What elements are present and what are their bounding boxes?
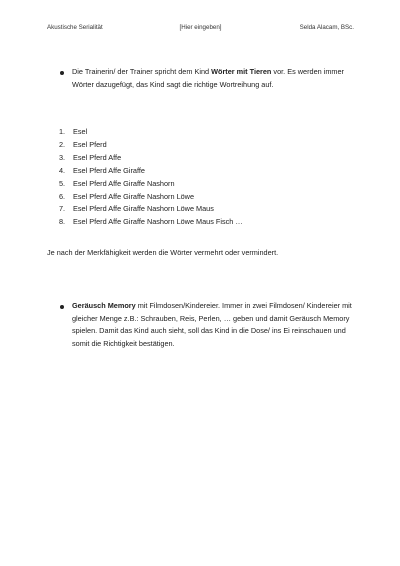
bullet-item-words-with-animals [60,66,360,91]
bullet-text [72,300,360,350]
list-text: Esel Pferd [73,139,107,149]
bullet-dot-icon [60,71,64,75]
list-text: Esel [73,127,88,136]
header-right-text: Selda Alacam, BSc. [299,24,354,31]
list-number: 3. [59,152,66,162]
list-text: Esel Pferd Affe Giraffe Nashorn Löwe [73,191,195,201]
list-text: Esel Pferd Affe Giraffe Nashorn [73,178,175,188]
header-left-text: Akustische Serialität [47,24,103,31]
list-text: Esel Pferd Affe Giraffe [73,165,145,175]
list-item [59,139,243,152]
list-number: 5. [59,178,66,188]
page-header [47,24,354,31]
list-number: 7. [59,204,66,214]
list-number: 6. [59,191,66,201]
list-text: Esel Pferd Affe [73,152,122,162]
list-item [59,216,243,229]
bullet-bold-term: Wörter mit Tieren [211,67,272,76]
bullet-text-part: mit Filmdosen/Kindereier. Immer in zwei Filmdosen/ Kindereier mit gleicher Menge z.B.: Schrauben, Reis, Perlen, … geben und damit Geräusch Memory spielen. Damit das Kind auch sieht, soll das Kind in die Dose/ ins Ei reinschauen und somit die Richtigkeit bestätigen. [72,301,352,348]
numbered-word-list [59,126,243,229]
list-item [59,203,243,216]
list-item [59,152,243,165]
list-number: 2. [59,139,66,149]
list-item [59,165,243,178]
list-item [59,191,243,204]
list-item [59,178,243,191]
list-text: Esel Pferd Affe Giraffe Nashorn Löwe Maus [73,204,214,214]
bullet-item-sound-memory [60,300,360,350]
list-number: 1. [59,127,66,136]
list-number: 4. [59,165,66,175]
list-item [59,126,243,139]
body-paragraph: Je nach der Merkfähigkeit werden die Wörter vermehrt oder vermindert. [47,248,279,257]
bullet-text-part: vor. Es werden immer Wörter dazugefügt, das Kind sagt die richtige Wortreihung auf. [72,67,344,89]
list-text: Esel Pferd Affe Giraffe Nashorn Löwe Maus Fisch … [73,217,243,227]
bullet-text-part: Die Trainerin/ der Trainer spricht dem Kind [72,67,212,76]
bullet-dot-icon [60,305,64,309]
header-center-placeholder[interactable]: [Hier eingeben] [179,24,222,31]
bullet-text [72,66,360,91]
list-number: 8. [59,217,66,227]
bullet-bold-term: Geräusch Memory [72,301,136,310]
